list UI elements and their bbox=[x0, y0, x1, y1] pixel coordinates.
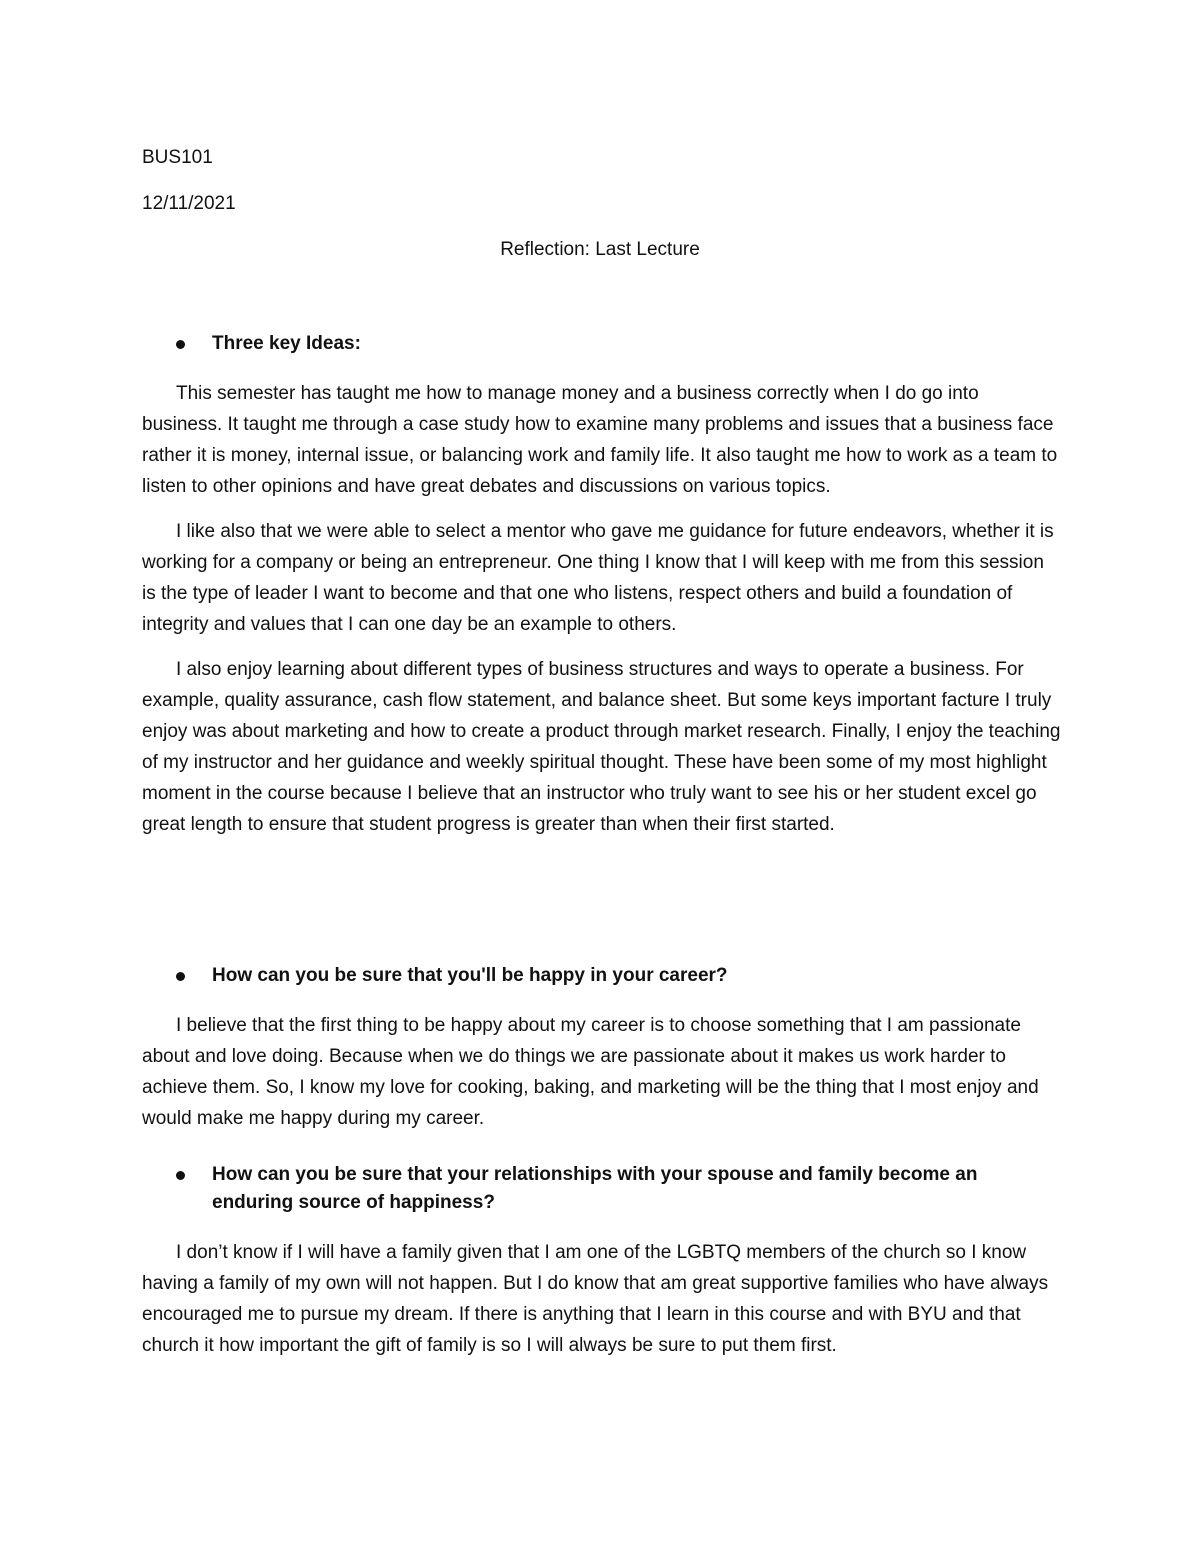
body-paragraph: This semester has taught me how to manage money and a business correctly when I do go into business. It taught me through a case study how to examine many problems and issues that a business face rather it is money, internal issue, or balancing work and family life. It also taught me how to work as a team to listen to other opinions and have great debates and discussions on various topics. bbox=[142, 383, 1058, 497]
section-heading: How can you be sure that you'll be happy in your career? bbox=[212, 965, 728, 986]
section-heading: Three key Ideas: bbox=[212, 333, 361, 354]
body-paragraph: I also enjoy learning about different types of business structures and ways to operate a business. For example, quality assurance, cash flow statement, and balance sheet. But some keys important facture I truly enjoy was about marketing and how to create a product through market research. Finally, I enjoy the teaching of my instructor and her guidance and weekly spiritual thought. These have been some of my most highlight moment in the course because I believe that an instructor who truly want to see his or her student excel go great length to ensure that student progress is greater than when their first started. bbox=[142, 659, 1061, 835]
section-key-ideas bbox=[142, 330, 1062, 840]
section-career-happiness bbox=[142, 962, 1062, 1134]
section-family-happiness bbox=[142, 1161, 1062, 1361]
body-paragraph: I don’t know if I will have a family given that I am one of the LGBTQ members of the church so I know having a family of my own will not happen. But I do know that am great supportive families who have always encouraged me to pursue my dream. If there is anything that I learn in this course and with BYU and that church it how important the gift of family is so I will always be sure to put them first. bbox=[142, 1242, 1049, 1356]
bullet-icon bbox=[176, 972, 185, 981]
course-code: BUS101 bbox=[142, 147, 213, 168]
body-paragraph: I like also that we were able to select a mentor who gave me guidance for future endeavors, whether it is working for a company or being an entrepreneur. One thing I know that I will keep with me from this session is the type of leader I want to become and that one who listens, respect others and build a foundation of integrity and values that I can one day be an example to others. bbox=[142, 521, 1054, 635]
bullet-heading bbox=[142, 330, 1062, 358]
body-paragraph: I believe that the first thing to be happy about my career is to choose something that I am passionate about and love doing. Because when we do things we are passionate about it makes us work harder to achieve them. So, I know my love for cooking, baking, and marketing will be the thing that I most enjoy and would make me happy during my career. bbox=[142, 1015, 1039, 1129]
bullet-heading bbox=[142, 1161, 1062, 1217]
bullet-heading bbox=[142, 962, 1062, 990]
section-heading: How can you be sure that your relationships with your spouse and family become an enduring source of happiness? bbox=[212, 1164, 978, 1213]
bullet-icon bbox=[176, 1171, 185, 1180]
document-title: Reflection: Last Lecture bbox=[500, 239, 700, 260]
document-date: 12/11/2021 bbox=[142, 193, 236, 214]
bullet-icon bbox=[176, 340, 185, 349]
